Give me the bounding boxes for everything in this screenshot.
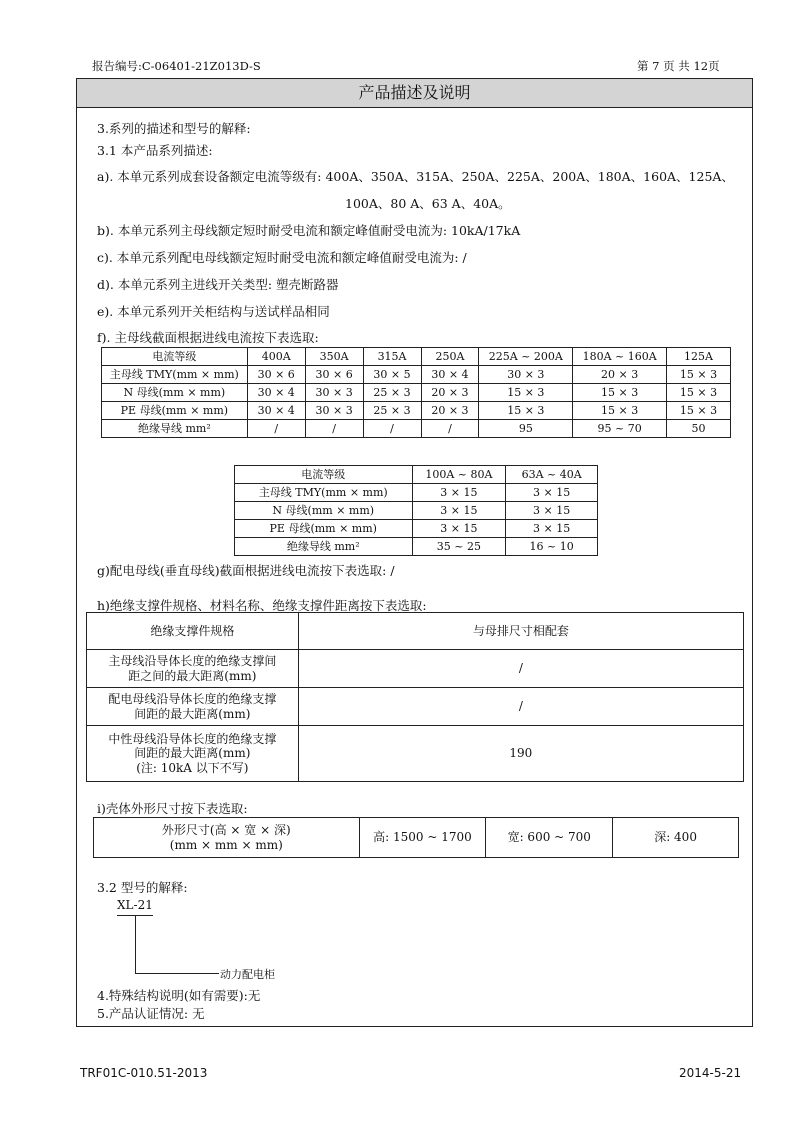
table-cell: 16 ~ 10 — [506, 538, 598, 556]
cell-line: 配电母线沿导体长度的绝缘支撑 — [108, 692, 277, 707]
table-row — [102, 402, 731, 420]
table-cell: 20 × 3 — [573, 366, 667, 384]
table-cell: 15 × 3 — [479, 402, 573, 420]
section-3-1-heading: 3.1 本产品系列描述: — [97, 143, 213, 158]
table-row — [102, 366, 731, 384]
table-cell: 15 × 3 — [667, 384, 731, 402]
section-4: 4.特殊结构说明(如有需要):无 — [97, 988, 261, 1003]
table-cell: 50 — [667, 420, 731, 438]
table-header-cell: 63A ~ 40A — [506, 466, 598, 484]
form-date: 2014-5-21 — [679, 1066, 742, 1080]
form-code: TRF01C-010.51-2013 — [80, 1066, 208, 1080]
page-title: 产品描述及说明 — [77, 79, 752, 108]
table-cell: 3 × 15 — [412, 502, 506, 520]
table-cell: 15 × 3 — [667, 366, 731, 384]
table-cell: 15 × 3 — [573, 384, 667, 402]
table-cell: 30 × 4 — [421, 366, 479, 384]
cell-line: 主母线沿导体长度的绝缘支撑间 — [108, 654, 277, 669]
table-cell: / — [363, 420, 421, 438]
table-cell: 深: 400 — [613, 818, 739, 858]
item-a-line1: a). 本单元系列成套设备额定电流等级有: 400A、350A、315A、250A、225A、200A、180A、160A、125A、 — [97, 169, 734, 184]
table-row — [102, 420, 731, 438]
table-cell: 3 × 15 — [506, 484, 598, 502]
table-header-cell: 125A — [667, 348, 731, 366]
table-header-cell: 100A ~ 80A — [412, 466, 506, 484]
table-row — [87, 726, 744, 782]
table-row — [102, 384, 731, 402]
table-header-row — [235, 466, 598, 484]
section-3-2-heading: 3.2 型号的解释: — [97, 880, 188, 895]
table-row — [87, 650, 744, 688]
table-cell: 190 — [298, 726, 743, 782]
table-row — [235, 502, 598, 520]
model-connector-horizontal — [135, 973, 219, 974]
table-row — [235, 520, 598, 538]
table-header-cell: 与母排尺寸相配套 — [298, 613, 743, 650]
table-cell: 30 × 3 — [479, 366, 573, 384]
table-cell: 15 × 3 — [667, 402, 731, 420]
table-cell: 95 ~ 70 — [573, 420, 667, 438]
enclosure-size-table — [93, 817, 739, 858]
table-header-cell: 315A — [363, 348, 421, 366]
table-cell: N 母线(mm × mm) — [235, 502, 413, 520]
table-header-cell: 400A — [247, 348, 305, 366]
table-row — [87, 688, 744, 726]
table-cell: 30 × 3 — [305, 384, 363, 402]
table-cell: 3 × 15 — [412, 484, 506, 502]
table-cell: 30 × 6 — [305, 366, 363, 384]
table-header-cell: 225A ~ 200A — [479, 348, 573, 366]
section-5: 5.产品认证情况: 无 — [97, 1006, 205, 1021]
table-cell: 高: 1500 ~ 1700 — [359, 818, 486, 858]
item-e: e). 本单元系列开关柜结构与送试样品相同 — [97, 304, 330, 319]
item-h: h)绝缘支撑件规格、材料名称、绝缘支撑件距离按下表选取: — [97, 598, 427, 613]
table-cell: / — [421, 420, 479, 438]
table-cell: / — [298, 688, 743, 726]
main-busbar-table — [101, 347, 731, 438]
table-cell: 主母线 TMY(mm × mm) — [102, 366, 248, 384]
table-header-cell: 350A — [305, 348, 363, 366]
table-cell — [94, 818, 360, 858]
cell-line: 间距的最大距离(mm) — [134, 746, 251, 761]
table-cell: N 母线(mm × mm) — [102, 384, 248, 402]
table-cell: 宽: 600 ~ 700 — [486, 818, 613, 858]
cell-line: 间距的最大距离(mm) — [134, 706, 251, 721]
table-header-row — [102, 348, 731, 366]
page-indicator: 第 7 页 共 12页 — [637, 59, 720, 73]
table-header-cell: 电流等级 — [235, 466, 413, 484]
cell-line: (mm × mm × mm) — [169, 837, 283, 852]
table-cell: 绝缘导线 mm² — [235, 538, 413, 556]
small-busbar-table — [234, 465, 598, 556]
cell-line: (注: 10kA 以下不写) — [136, 760, 249, 775]
table-cell: 30 × 4 — [247, 384, 305, 402]
item-f: f). 主母线截面根据进线电流按下表选取: — [97, 330, 319, 345]
item-b: b). 本单元系列主母线额定短时耐受电流和额定峰值耐受电流为: 10kA/17kA — [97, 223, 521, 238]
cell-line: 距之间的最大距离(mm) — [128, 668, 257, 683]
table-cell: / — [305, 420, 363, 438]
table-header-cell: 绝缘支撑件规格 — [87, 613, 299, 650]
table-cell: 15 × 3 — [479, 384, 573, 402]
table-cell: 35 ~ 25 — [412, 538, 506, 556]
table-header-cell: 250A — [421, 348, 479, 366]
table-cell: 30 × 4 — [247, 402, 305, 420]
table-cell — [87, 650, 299, 688]
table-cell — [87, 688, 299, 726]
table-cell: 95 — [479, 420, 573, 438]
table-cell: / — [247, 420, 305, 438]
item-g: g)配电母线(垂直母线)截面根据进线电流按下表选取: / — [97, 563, 395, 578]
table-cell: 30 × 6 — [247, 366, 305, 384]
table-cell: 30 × 5 — [363, 366, 421, 384]
table-cell: 20 × 3 — [421, 384, 479, 402]
report-number: 报告编号:C-06401-21Z013D-S — [92, 59, 261, 73]
table-header-cell: 电流等级 — [102, 348, 248, 366]
model-meaning: 动力配电柜 — [220, 968, 275, 981]
model-code: XL-21 — [117, 898, 153, 912]
table-cell: 25 × 3 — [363, 384, 421, 402]
cell-line: 中性母线沿导体长度的绝缘支撑 — [108, 731, 277, 746]
table-cell: 3 × 15 — [412, 520, 506, 538]
item-a-line2: 100A、80 A、63 A、40A。 — [345, 196, 511, 211]
table-cell: 25 × 3 — [363, 402, 421, 420]
table-cell: PE 母线(mm × mm) — [235, 520, 413, 538]
table-cell: 绝缘导线 mm² — [102, 420, 248, 438]
table-row — [235, 484, 598, 502]
item-c: c). 本单元系列配电母线额定短时耐受电流和额定峰值耐受电流为: / — [97, 250, 467, 265]
table-cell: 15 × 3 — [573, 402, 667, 420]
table-cell: 主母线 TMY(mm × mm) — [235, 484, 413, 502]
table-header-cell: 180A ~ 160A — [573, 348, 667, 366]
table-cell: 30 × 3 — [305, 402, 363, 420]
table-cell: 20 × 3 — [421, 402, 479, 420]
table-cell — [87, 726, 299, 782]
item-i: i)壳体外形尺寸按下表选取: — [97, 801, 248, 816]
insulation-support-table — [86, 612, 744, 782]
section-3-heading: 3.系列的描述和型号的解释: — [97, 121, 251, 136]
table-cell: PE 母线(mm × mm) — [102, 402, 248, 420]
table-row — [235, 538, 598, 556]
item-d: d). 本单元系列主进线开关类型: 塑壳断路器 — [97, 277, 339, 292]
content-frame — [76, 78, 753, 1027]
cell-line: 外形尺寸(高 × 宽 × 深) — [161, 823, 291, 838]
table-cell: 3 × 15 — [506, 520, 598, 538]
table-row — [94, 818, 739, 858]
table-header-row — [87, 613, 744, 650]
table-cell: / — [298, 650, 743, 688]
model-connector-vertical — [135, 915, 136, 973]
table-cell: 3 × 15 — [506, 502, 598, 520]
